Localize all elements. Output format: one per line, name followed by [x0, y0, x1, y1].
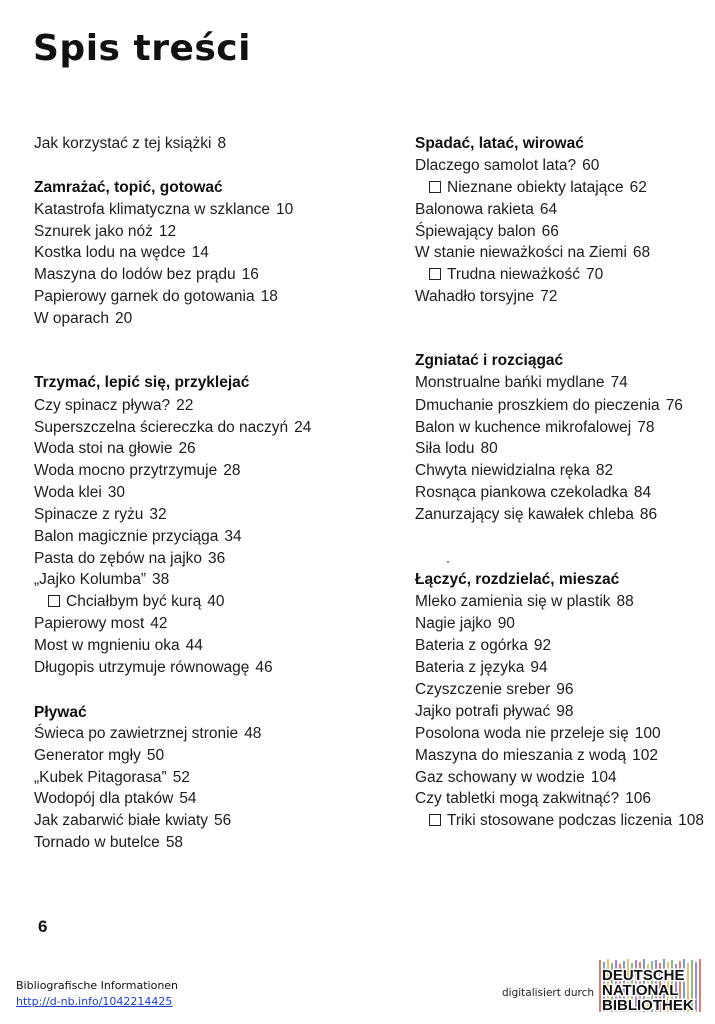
toc-entry-title: Wahadło torsyjne — [415, 288, 535, 305]
bibliographic-info-label: Bibliografische Informationen — [16, 979, 179, 992]
toc-entry-page: 86 — [639, 506, 658, 523]
toc-entry-page: 56 — [214, 812, 232, 829]
toc-entry-title: Siła lodu — [415, 440, 475, 457]
toc-entry[interactable] — [34, 134, 226, 154]
toc-entry-title: W oparach — [34, 310, 109, 327]
toc-entry-page: 12 — [158, 223, 177, 240]
section-heading: Trzymać, lepić się, przyklejać — [34, 374, 250, 391]
toc-entry-title: Czy spinacz pływa? — [34, 397, 171, 414]
section-heading: Zamrażać, topić, gotować — [34, 179, 223, 196]
toc-entry-page: 70 — [585, 266, 604, 283]
toc-entry[interactable] — [415, 418, 655, 438]
toc-entry-page: 72 — [540, 288, 558, 305]
checkbox-square-icon — [48, 595, 60, 607]
toc-entry[interactable] — [415, 768, 617, 788]
toc-entry[interactable] — [415, 702, 574, 722]
toc-entry-page: 88 — [616, 593, 634, 610]
logo-line-national: NATIONAL — [602, 982, 679, 999]
toc-entry[interactable] — [415, 373, 628, 393]
toc-entry[interactable] — [415, 461, 613, 481]
toc-entry-title: Wodopój dla ptaków — [34, 790, 174, 807]
toc-entry-page: 92 — [533, 637, 552, 654]
toc-entry-title: Zanurzający się kawałek chleba — [415, 506, 634, 523]
toc-entry-title: Jak korzystać z tej książki — [34, 135, 212, 152]
toc-entry-title: Papierowy most — [34, 615, 145, 632]
toc-entry[interactable] — [34, 418, 311, 438]
toc-entry-page: 94 — [530, 659, 548, 676]
toc-entry-page: 32 — [149, 506, 167, 523]
toc-entry-page: 90 — [497, 615, 515, 632]
toc-entry-title: Monstrualne bańki mydlane — [415, 374, 605, 391]
toc-entry-title: Woda klei — [34, 484, 102, 501]
toc-entry-title: Trudna nieważkość — [447, 266, 580, 283]
toc-entry[interactable] — [34, 483, 125, 503]
toc-entry-title: Generator mgły — [34, 747, 141, 764]
toc-entry-page: 24 — [294, 419, 312, 436]
toc-entry-title: Posolona woda nie przeleje się — [415, 725, 629, 742]
toc-entry-page: 36 — [208, 550, 226, 567]
toc-entry[interactable] — [34, 570, 169, 590]
checkbox-square-icon — [429, 181, 441, 193]
toc-entry-page: 104 — [590, 769, 617, 786]
toc-entry-title: Jak zabarwić białe kwiaty — [34, 812, 209, 829]
toc-entry-title: Spinacze z ryżu — [34, 506, 144, 523]
toc-entry-page: 30 — [107, 484, 126, 501]
toc-entry-page: 78 — [637, 419, 655, 436]
toc-entry[interactable] — [415, 156, 599, 176]
toc-entry-title: Bateria z języka — [415, 659, 525, 676]
checkbox-square-icon — [429, 814, 441, 826]
toc-entry-title: Czyszczenie sreber — [415, 681, 551, 698]
toc-entry[interactable] — [34, 309, 132, 329]
toc-entry-title: Gaz schowany w wodzie — [415, 769, 585, 786]
toc-entry-page: 66 — [541, 223, 559, 240]
toc-entry[interactable] — [34, 658, 273, 678]
logo-line-bibliothek: BIBLIOTHEK — [602, 997, 694, 1014]
bibliographic-info — [16, 979, 178, 1008]
toc-entry-title: Jajko potrafi pływać — [415, 703, 551, 720]
dnb-logo — [598, 958, 703, 1014]
section-heading: Pływać — [34, 704, 87, 721]
toc-entry-title: Superszczelna ściereczka do naczyń — [34, 419, 289, 436]
toc-entry-page: 68 — [632, 244, 651, 261]
digitized-by-label: digitalisiert durch — [502, 987, 595, 999]
toc-entry-page: 34 — [224, 528, 242, 545]
toc-entry-title: Woda stoi na głowie — [34, 440, 173, 457]
toc-entry[interactable] — [34, 549, 225, 569]
toc-entry-page: 38 — [152, 571, 170, 588]
toc-entry-page: 98 — [556, 703, 574, 720]
toc-entry[interactable] — [34, 396, 193, 416]
section-heading: Łączyć, rozdzielać, mieszać — [415, 571, 620, 588]
toc-entry-page: 26 — [178, 440, 196, 457]
toc-entry-page: 14 — [191, 244, 209, 261]
toc-entry-title: Woda mocno przytrzymuje — [34, 462, 218, 479]
toc-entry[interactable] — [415, 746, 658, 766]
toc-entry-title: Długopis utrzymuje równowagę — [34, 659, 250, 676]
toc-entry[interactable] — [34, 724, 261, 744]
toc-entry-page: 48 — [244, 725, 262, 742]
toc-entry[interactable] — [415, 614, 515, 634]
toc-entry-page: 84 — [633, 484, 652, 501]
toc-entry[interactable] — [415, 243, 650, 263]
toc-entry-title: Triki stosowane podczas liczenia — [447, 812, 673, 829]
toc-entry-page: 28 — [223, 462, 241, 479]
toc-entry[interactable] — [34, 439, 196, 459]
toc-entry-page: 80 — [480, 440, 498, 457]
toc-entry-page: 54 — [179, 790, 197, 807]
toc-entry-title: Nieznane obiekty latające — [447, 179, 624, 196]
toc-entry[interactable] — [34, 243, 209, 263]
toc-entry-page: 10 — [276, 201, 294, 218]
toc-subentry[interactable] — [415, 811, 704, 831]
toc-entry[interactable] — [415, 680, 574, 700]
toc-entry-page: 106 — [625, 790, 652, 807]
toc-entry[interactable] — [34, 505, 167, 525]
toc-entry-title: Pasta do zębów na jajko — [34, 550, 203, 567]
page-title: Spis treści — [33, 28, 251, 69]
toc-entry-title: Dmuchanie proszkiem do pieczenia — [415, 397, 660, 414]
toc-entry[interactable] — [415, 483, 651, 503]
toc-entry-title: Balon magicznie przyciąga — [34, 528, 219, 545]
toc-entry-title: Nagie jajko — [415, 615, 492, 632]
toc-entry[interactable] — [34, 222, 176, 242]
toc-entry-title: Czy tabletki mogą zakwitnąć? — [415, 790, 620, 807]
toc-entry[interactable] — [415, 724, 661, 744]
toc-entry-page: 40 — [207, 593, 225, 610]
toc-entry-title: Tornado w butelce — [34, 834, 160, 851]
toc-entry[interactable] — [34, 768, 190, 788]
scan-speck — [447, 561, 449, 563]
toc-entry-title: Mleko zamienia się w plastik — [415, 593, 611, 610]
toc-entry[interactable] — [415, 636, 551, 656]
toc-entry[interactable] — [415, 658, 548, 678]
toc-entry-page: 96 — [556, 681, 574, 698]
toc-entry[interactable] — [34, 287, 278, 307]
toc-entry-page: 76 — [665, 397, 683, 414]
toc-entry-page: 108 — [678, 812, 705, 829]
toc-entry[interactable] — [34, 614, 168, 634]
toc-entry-page: 58 — [165, 834, 184, 851]
toc-entry-title: „Jajko Kolumba” — [34, 571, 146, 588]
toc-entry[interactable] — [415, 592, 634, 612]
toc-entry-page: 64 — [539, 201, 558, 218]
section-heading: Spadać, latać, wirować — [415, 135, 584, 152]
toc-entry[interactable] — [415, 200, 557, 220]
toc-entry-page: 44 — [185, 637, 203, 654]
toc-entry[interactable] — [34, 636, 203, 656]
toc-entry-title: Papierowy garnek do gotowania — [34, 288, 255, 305]
toc-entry-title: Sznurek jako nóż — [34, 223, 153, 240]
toc-entry-page: 52 — [172, 769, 190, 786]
toc-entry-page: 60 — [582, 157, 600, 174]
toc-entry-title: W stanie nieważkości na Ziemi — [415, 244, 627, 261]
toc-entry-page: 62 — [629, 179, 647, 196]
toc-entry[interactable] — [415, 396, 683, 416]
toc-entry-title: Katastrofa klimatyczna w szklance — [34, 201, 271, 218]
toc-entry[interactable] — [415, 222, 559, 242]
toc-entry-title: Rosnąca piankowa czekoladka — [415, 484, 628, 501]
toc-subentry[interactable] — [415, 265, 603, 285]
toc-entry-title: Maszyna do lodów bez prądu — [34, 266, 236, 283]
toc-entry-title: Dlaczego samolot lata? — [415, 157, 577, 174]
page-number: 6 — [38, 917, 48, 936]
toc-entry[interactable] — [34, 833, 183, 853]
toc-entry-title: Balonowa rakieta — [415, 201, 534, 218]
bibliographic-info-link[interactable]: http://d-nb.info/1042214425 — [16, 995, 173, 1008]
toc-entry-title: „Kubek Pitagorasa” — [34, 769, 167, 786]
toc-entry-page: 22 — [176, 397, 194, 414]
toc-entry-title: Maszyna do mieszania z wodą — [415, 747, 627, 764]
toc-entry[interactable] — [34, 811, 231, 831]
logo-line-deutsche: DEUTSCHE — [602, 967, 685, 984]
toc-entry[interactable] — [34, 200, 293, 220]
toc-entry[interactable] — [34, 746, 164, 766]
section-heading: Zgniatać i rozciągać — [415, 352, 564, 369]
toc-entry[interactable] — [34, 789, 197, 809]
toc-entry-title: Most w mgnieniu oka — [34, 637, 180, 654]
toc-entry-page: 20 — [114, 310, 133, 327]
toc-entry[interactable] — [415, 505, 657, 525]
toc-entry-title: Kostka lodu na wędce — [34, 244, 186, 261]
toc-entry-page: 8 — [217, 135, 227, 152]
toc-entry-page: 16 — [241, 266, 259, 283]
toc-entry-title: Chwyta niewidzialna ręka — [415, 462, 590, 479]
toc-entry-page: 102 — [632, 747, 658, 764]
toc-entry[interactable] — [34, 527, 242, 547]
toc-entry[interactable] — [415, 789, 651, 809]
toc-entry-page: 46 — [255, 659, 273, 676]
toc-entry-title: Balon w kuchence mikrofalowej — [415, 419, 632, 436]
toc-subentry[interactable] — [415, 178, 647, 198]
toc-entry[interactable] — [415, 287, 557, 307]
toc-entry[interactable] — [34, 461, 240, 481]
toc-entry-title: Bateria z ogórka — [415, 637, 528, 654]
toc-entry-page: 42 — [150, 615, 168, 632]
toc-entry-title: Świeca po zawietrznej stronie — [34, 725, 239, 742]
checkbox-square-icon — [429, 268, 441, 280]
toc-entry-page: 100 — [634, 725, 661, 742]
toc-entry[interactable] — [415, 439, 498, 459]
toc-subentry[interactable] — [34, 592, 225, 612]
toc-entry-page: 50 — [146, 747, 165, 764]
toc-entry-title: Chciałbym być kurą — [66, 593, 202, 610]
toc-entry-page: 18 — [260, 288, 278, 305]
toc-entry[interactable] — [34, 265, 259, 285]
toc-entry-title: Śpiewający balon — [415, 223, 536, 240]
toc-entry-page: 74 — [610, 374, 628, 391]
toc-entry-page: 82 — [595, 462, 614, 479]
